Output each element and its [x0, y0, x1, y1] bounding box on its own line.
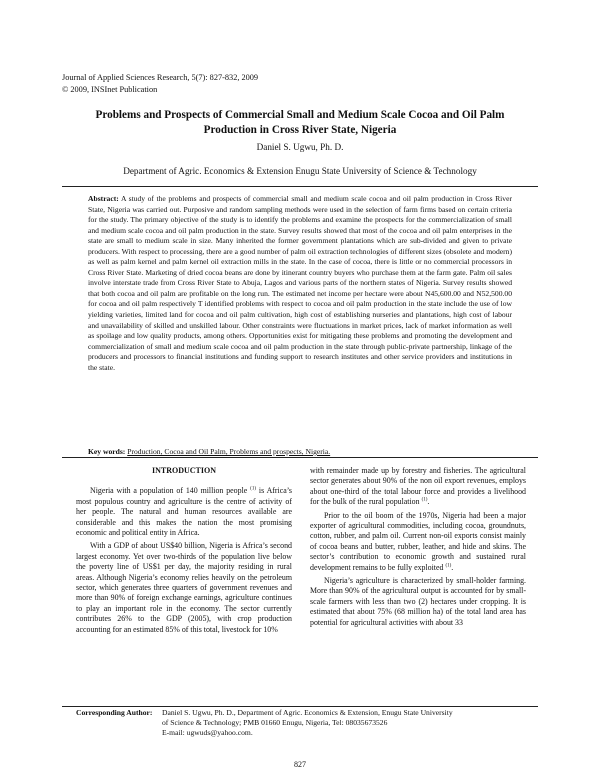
keywords	[88, 447, 512, 457]
left-column	[76, 466, 292, 638]
corresponding-rule	[62, 706, 538, 707]
abstract	[88, 194, 512, 373]
page-number: 827	[294, 760, 306, 769]
copyright-line: © 2009, INSInet Publication	[62, 84, 158, 94]
abstract-text: A study of the problems and prospects of commercial small and medium scale cocoa and oil palm production in Cross River State, Nigeria was carried out. Purposive and random sampling methods were used in the selection of farm firms based on certain criteria for the study. The primary objective of the study is to identify the problems and examine the prospects for the commercialization of small and medium scale cocoa and oil palm production in the state. Survey results showed that most of the cocoa and oil palm enterprises in the state are small to medium scale in size. Many inherited the former government plantations which are sub-divided and given to private producers. With respect to processing, there are a good number of palm oil extraction technologies of different sizes (obsolete and modern) as well as palm kernel and palm kernel oil extraction mills in the state. In the case of cocoa, there is little or no commercial processors in Cross River State. Marketing of dried cocoa beans are done by itinerant country buyers who purchase them at the farm gate. Palm oil sales involve interstate trade from Cross River State to Abuja, Lagos and various parts of the northern states of Nigeria. Survey results showed that both cocoa and oil palm are profitable on the long run. The estimated net income per hectare were about N45,600.00 and N52,500.00 for cocoa and oil palm respectively T identified problems with respect to cocoa and oil palm production in the state include the use of low yielding varieties, limited land for cocoa and oil palm cultivation, high cost of establishing nurseries and plantations, high cost of labour and unavailability of skilled and unskilled labour. Other constraints were fluctuations in market prices, lack of market information as well as spoilage and low quality products, among others. Opportunities exist for mitigating these problems and promoting the development and commercialization of small and medium scale cocoa and oil palm production in the state through public-private partnership, linkage of the producers and processors to financial institutions and funding support to research institutes and other service providers and institutions in the state.	[88, 194, 512, 372]
citation-1: (1)	[250, 486, 256, 492]
abstract-top-rule	[62, 186, 538, 187]
corresponding-author	[76, 708, 536, 739]
corresponding-label: Corresponding Author:	[76, 708, 153, 717]
keywords-label: Key words:	[88, 447, 126, 456]
intro-paragraph-5: Nigeria’s agriculture is characterized by small-holder farming. More than 90% of the agricultural output is accounted for by small-scale farmers with less than two (2) hectares under cropping. It is estimated that about 75% (68 million ha) of the total land area has potential for agricultural activities with about 33	[310, 576, 526, 627]
keywords-rule	[62, 457, 538, 458]
intro-paragraph-3: with remainder made up by forestry and fisheries. The agricultural sector generates about 90% of the non oil export revenues, employs about one-third of the total labour force and provides a livelihood for the bulk of the rural population $^{(1)}$.	[310, 466, 526, 507]
keywords-text: Production, Cocoa and Oil Palm, Problems and prospects, Nigeria.	[127, 447, 331, 456]
author-affiliation: Department of Agric. Economics & Extension Enugu State University of Science & Technology	[123, 166, 477, 176]
right-column	[310, 466, 526, 631]
citation-3: (1)	[445, 563, 452, 569]
intro-paragraph-2: With a GDP of about US$40 billion, Nigeria is Africa’s second largest economy. Yet over two-thirds of the population live below the poverty line of US$1 per day, the majority residing in rural areas. Although Nigeria’s economy relies heavily on the petroleum sector, which generates three quarters of government revenues and more than 90% of foreign exchange earnings, agriculture continues to play an important role in the economy. The sector currently contributes 26% to the GDP (2005), with crop production accounting for an estimated 85% of this total, livestock for 10%	[76, 541, 292, 634]
corresponding-line-1: Daniel S. Ugwu, Ph. D., Department of Agric. Economics & Extension, Enugu State University	[162, 708, 453, 717]
abstract-label: Abstract:	[88, 194, 119, 203]
journal-line: Journal of Applied Sciences Research, 5(7): 827-832, 2009	[62, 73, 259, 82]
corresponding-line-2: of Science & Technology; PMB 01660 Enugu, Nigeria, Tel: 08035673526	[162, 718, 388, 728]
intro-paragraph-1: Nigeria with a population of 140 million people $^{(1)}$ is Africa’s most populous country and agriculture is the centre of activity of her people. The natural and human resources available are considerable and this makes the nation the most promising economic and political entity in Africa.	[76, 486, 292, 538]
citation-2: (1)	[421, 497, 428, 503]
corresponding-email: E-mail: ugwuds@yahoo.com.	[162, 728, 253, 738]
journal-reference	[62, 72, 258, 95]
author-name: Daniel S. Ugwu, Ph. D.	[256, 142, 344, 152]
intro-paragraph-4: Prior to the oil boom of the 1970s, Nigeria had been a major exporter of agricultural commodities, including cocoa, groundnuts, cotton, rubber, and palm oil. Current non-oil exports consist mainly of cocoa beans and butter, rubber, leather, and hide and skins. The sector’s contribution to economic growth and sustained rural development remains to be fully exploited $^{(1)}$.	[310, 510, 526, 572]
paper-title: Problems and Prospects of Commercial Small and Medium Scale Cocoa and Oil Palm Production in Cross River State, Nigeria	[95, 109, 505, 136]
introduction-heading: INTRODUCTION	[151, 466, 216, 475]
